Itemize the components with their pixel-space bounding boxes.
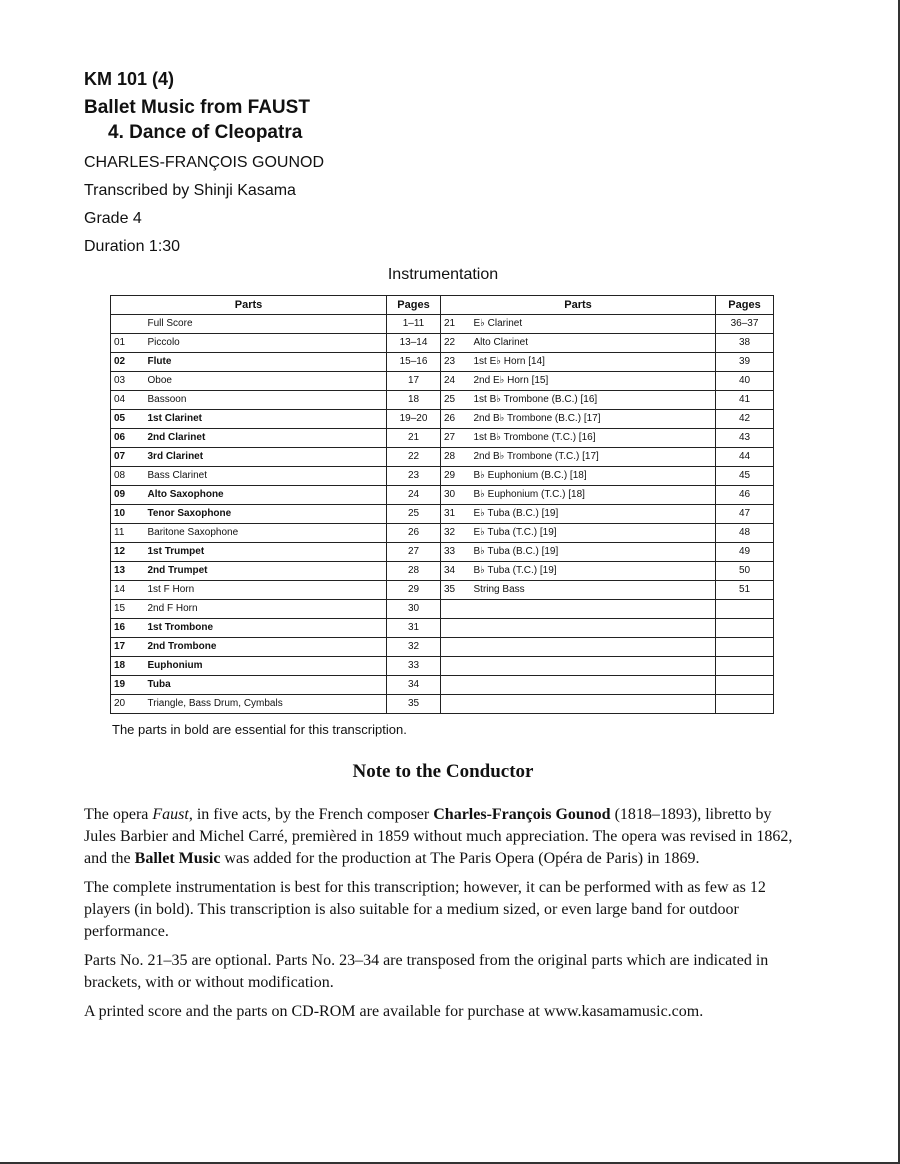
part-pages bbox=[716, 638, 774, 657]
part-pages: 50 bbox=[716, 562, 774, 581]
part-number: 23 bbox=[441, 353, 471, 372]
table-header-row bbox=[111, 296, 774, 315]
table-row bbox=[111, 562, 774, 581]
part-name: 1st B♭ Trombone (B.C.) [16] bbox=[471, 391, 716, 410]
part-pages: 48 bbox=[716, 524, 774, 543]
part-pages: 45 bbox=[716, 467, 774, 486]
part-name bbox=[471, 600, 716, 619]
part-name: 2nd Trombone bbox=[145, 638, 387, 657]
catalog-number: KM 101 (4) bbox=[84, 69, 175, 89]
table-row bbox=[111, 315, 774, 334]
part-name bbox=[471, 638, 716, 657]
part-pages: 18 bbox=[387, 391, 441, 410]
part-number bbox=[441, 619, 471, 638]
part-name: 2nd Trumpet bbox=[145, 562, 387, 581]
part-number: 26 bbox=[441, 410, 471, 429]
text-span: The opera bbox=[84, 806, 153, 823]
note-paragraph-instrumentation: The complete instrumentation is best for this transcription; however, it can be performed with as few as 12 players (in bold). This transcription is also suitable for a medium sized, or even large band for outdoor performance. bbox=[84, 879, 766, 940]
part-name bbox=[471, 695, 716, 714]
part-number: 11 bbox=[111, 524, 145, 543]
table-row bbox=[111, 353, 774, 372]
part-name: 2nd B♭ Trombone (B.C.) [17] bbox=[471, 410, 716, 429]
part-pages: 36–37 bbox=[716, 315, 774, 334]
part-pages bbox=[716, 676, 774, 695]
part-number: 13 bbox=[111, 562, 145, 581]
part-number: 17 bbox=[111, 638, 145, 657]
part-name: Tenor Saxophone bbox=[145, 505, 387, 524]
piece-title: Ballet Music from FAUST bbox=[84, 97, 310, 118]
part-pages bbox=[716, 695, 774, 714]
part-name: Piccolo bbox=[145, 334, 387, 353]
table-row bbox=[111, 524, 774, 543]
part-pages: 47 bbox=[716, 505, 774, 524]
part-name: 1st Clarinet bbox=[145, 410, 387, 429]
bold-text: Charles-François Gounod bbox=[433, 806, 611, 823]
part-name: B♭ Tuba (B.C.) [19] bbox=[471, 543, 716, 562]
grade: Grade 4 bbox=[84, 210, 142, 227]
part-pages: 31 bbox=[387, 619, 441, 638]
instrumentation-heading: Instrumentation bbox=[387, 266, 499, 283]
part-number: 31 bbox=[441, 505, 471, 524]
part-number: 01 bbox=[111, 334, 145, 353]
part-number bbox=[441, 676, 471, 695]
part-number: 08 bbox=[111, 467, 145, 486]
table-row bbox=[111, 638, 774, 657]
bold-parts-note: The parts in bold are essential for this transcription. bbox=[112, 722, 407, 737]
italic-text: Faust bbox=[152, 806, 189, 823]
part-name bbox=[471, 676, 716, 695]
part-pages: 24 bbox=[387, 486, 441, 505]
part-pages: 43 bbox=[716, 429, 774, 448]
part-name: 2nd Clarinet bbox=[145, 429, 387, 448]
note-paragraph-optional-parts: Parts No. 21–35 are optional. Parts No. 23–34 are transposed from the original parts which are indicated in brackets, with or without modification. bbox=[84, 952, 769, 991]
part-number: 22 bbox=[441, 334, 471, 353]
bold-text: Ballet Music bbox=[134, 850, 221, 867]
pages-column-header: Pages bbox=[716, 296, 774, 315]
part-pages: 34 bbox=[387, 676, 441, 695]
text-span: (1818–1893), libretto by Jules Barbier and Michel Carré, premièred in 1859 without much appreciation. The opera was revised in 1862, and the bbox=[84, 806, 793, 867]
part-number: 07 bbox=[111, 448, 145, 467]
duration: Duration 1:30 bbox=[84, 238, 181, 255]
part-number: 20 bbox=[111, 695, 145, 714]
part-number: 21 bbox=[441, 315, 471, 334]
part-name: String Bass bbox=[471, 581, 716, 600]
parts-column-header: Parts bbox=[111, 296, 387, 315]
part-number: 09 bbox=[111, 486, 145, 505]
part-name: 3rd Clarinet bbox=[145, 448, 387, 467]
part-name: Bassoon bbox=[145, 391, 387, 410]
instrumentation-rows bbox=[111, 315, 774, 714]
part-name: 1st Trombone bbox=[145, 619, 387, 638]
part-pages: 46 bbox=[716, 486, 774, 505]
table-row bbox=[111, 543, 774, 562]
part-name: 2nd B♭ Trombone (T.C.) [17] bbox=[471, 448, 716, 467]
transcriber: Transcribed by Shinji Kasama bbox=[84, 182, 296, 199]
part-pages: 19–20 bbox=[387, 410, 441, 429]
part-pages: 26 bbox=[387, 524, 441, 543]
part-number: 24 bbox=[441, 372, 471, 391]
movement-title: 4. Dance of Cleopatra bbox=[108, 122, 303, 143]
part-pages bbox=[716, 657, 774, 676]
part-pages: 28 bbox=[387, 562, 441, 581]
text-span: was added for the production at The Paris Opera (Opéra de Paris) in 1869. bbox=[220, 850, 700, 867]
note-paragraph-history bbox=[84, 804, 804, 870]
table-row bbox=[111, 334, 774, 353]
table-row bbox=[111, 676, 774, 695]
table-row bbox=[111, 410, 774, 429]
part-name: Alto Saxophone bbox=[145, 486, 387, 505]
table-row bbox=[111, 600, 774, 619]
part-number: 12 bbox=[111, 543, 145, 562]
part-name: Baritone Saxophone bbox=[145, 524, 387, 543]
part-number bbox=[441, 638, 471, 657]
part-number bbox=[441, 695, 471, 714]
part-pages: 32 bbox=[387, 638, 441, 657]
part-pages: 39 bbox=[716, 353, 774, 372]
part-pages: 23 bbox=[387, 467, 441, 486]
part-pages: 30 bbox=[387, 600, 441, 619]
table-row bbox=[111, 372, 774, 391]
part-number: 28 bbox=[441, 448, 471, 467]
part-number: 27 bbox=[441, 429, 471, 448]
part-pages: 40 bbox=[716, 372, 774, 391]
part-name: Triangle, Bass Drum, Cymbals bbox=[145, 695, 387, 714]
conductor-note-title: Note to the Conductor bbox=[352, 761, 534, 782]
part-number: 03 bbox=[111, 372, 145, 391]
part-name: B♭ Euphonium (B.C.) [18] bbox=[471, 467, 716, 486]
part-number: 34 bbox=[441, 562, 471, 581]
instrumentation-table bbox=[110, 295, 774, 714]
table-row bbox=[111, 505, 774, 524]
header bbox=[84, 66, 324, 257]
part-number: 15 bbox=[111, 600, 145, 619]
part-pages: 25 bbox=[387, 505, 441, 524]
part-name: 2nd E♭ Horn [15] bbox=[471, 372, 716, 391]
part-name: B♭ Euphonium (T.C.) [18] bbox=[471, 486, 716, 505]
part-pages bbox=[716, 600, 774, 619]
part-name: E♭ Clarinet bbox=[471, 315, 716, 334]
part-number: 05 bbox=[111, 410, 145, 429]
part-pages: 29 bbox=[387, 581, 441, 600]
part-name: Alto Clarinet bbox=[471, 334, 716, 353]
part-pages: 21 bbox=[387, 429, 441, 448]
part-number: 33 bbox=[441, 543, 471, 562]
table-row bbox=[111, 448, 774, 467]
part-pages: 17 bbox=[387, 372, 441, 391]
note-paragraph-purchase: A printed score and the parts on CD-ROM are available for purchase at www.kasamamusic.com. bbox=[84, 1003, 704, 1020]
part-name: Flute bbox=[145, 353, 387, 372]
part-number: 19 bbox=[111, 676, 145, 695]
part-number: 06 bbox=[111, 429, 145, 448]
table-row bbox=[111, 467, 774, 486]
part-number: 32 bbox=[441, 524, 471, 543]
composer: CHARLES-FRANÇOIS GOUNOD bbox=[84, 154, 325, 171]
part-number: 18 bbox=[111, 657, 145, 676]
table-row bbox=[111, 486, 774, 505]
part-pages: 15–16 bbox=[387, 353, 441, 372]
part-number bbox=[441, 657, 471, 676]
part-pages: 41 bbox=[716, 391, 774, 410]
part-pages: 35 bbox=[387, 695, 441, 714]
part-pages: 27 bbox=[387, 543, 441, 562]
part-number: 04 bbox=[111, 391, 145, 410]
part-number: 14 bbox=[111, 581, 145, 600]
table-row bbox=[111, 391, 774, 410]
table-row bbox=[111, 619, 774, 638]
table-row bbox=[111, 429, 774, 448]
part-name: E♭ Tuba (T.C.) [19] bbox=[471, 524, 716, 543]
part-name: Bass Clarinet bbox=[145, 467, 387, 486]
part-number: 02 bbox=[111, 353, 145, 372]
part-name: 1st Trumpet bbox=[145, 543, 387, 562]
part-pages: 1–11 bbox=[387, 315, 441, 334]
part-name: 2nd F Horn bbox=[145, 600, 387, 619]
part-name bbox=[471, 619, 716, 638]
table-row bbox=[111, 695, 774, 714]
part-pages: 51 bbox=[716, 581, 774, 600]
part-name: Tuba bbox=[145, 676, 387, 695]
part-pages: 13–14 bbox=[387, 334, 441, 353]
part-pages bbox=[716, 619, 774, 638]
table-row bbox=[111, 657, 774, 676]
part-pages: 33 bbox=[387, 657, 441, 676]
part-pages: 49 bbox=[716, 543, 774, 562]
part-number: 16 bbox=[111, 619, 145, 638]
text-span: , in five acts, by the French composer bbox=[188, 806, 434, 823]
parts-column-header: Parts bbox=[441, 296, 716, 315]
table-row bbox=[111, 581, 774, 600]
part-name: Full Score bbox=[145, 315, 387, 334]
part-pages: 38 bbox=[716, 334, 774, 353]
part-name: E♭ Tuba (B.C.) [19] bbox=[471, 505, 716, 524]
part-number: 10 bbox=[111, 505, 145, 524]
part-number: 29 bbox=[441, 467, 471, 486]
part-pages: 22 bbox=[387, 448, 441, 467]
part-pages: 42 bbox=[716, 410, 774, 429]
part-number: 25 bbox=[441, 391, 471, 410]
part-number: 30 bbox=[441, 486, 471, 505]
part-name: 1st B♭ Trombone (T.C.) [16] bbox=[471, 429, 716, 448]
part-number bbox=[111, 315, 145, 334]
part-name: B♭ Tuba (T.C.) [19] bbox=[471, 562, 716, 581]
part-number: 35 bbox=[441, 581, 471, 600]
part-name bbox=[471, 657, 716, 676]
part-name: 1st F Horn bbox=[145, 581, 387, 600]
part-name: Euphonium bbox=[145, 657, 387, 676]
part-number bbox=[441, 600, 471, 619]
part-name: Oboe bbox=[145, 372, 387, 391]
part-name: 1st E♭ Horn [14] bbox=[471, 353, 716, 372]
pages-column-header: Pages bbox=[387, 296, 441, 315]
part-pages: 44 bbox=[716, 448, 774, 467]
conductor-notes bbox=[84, 804, 804, 1030]
